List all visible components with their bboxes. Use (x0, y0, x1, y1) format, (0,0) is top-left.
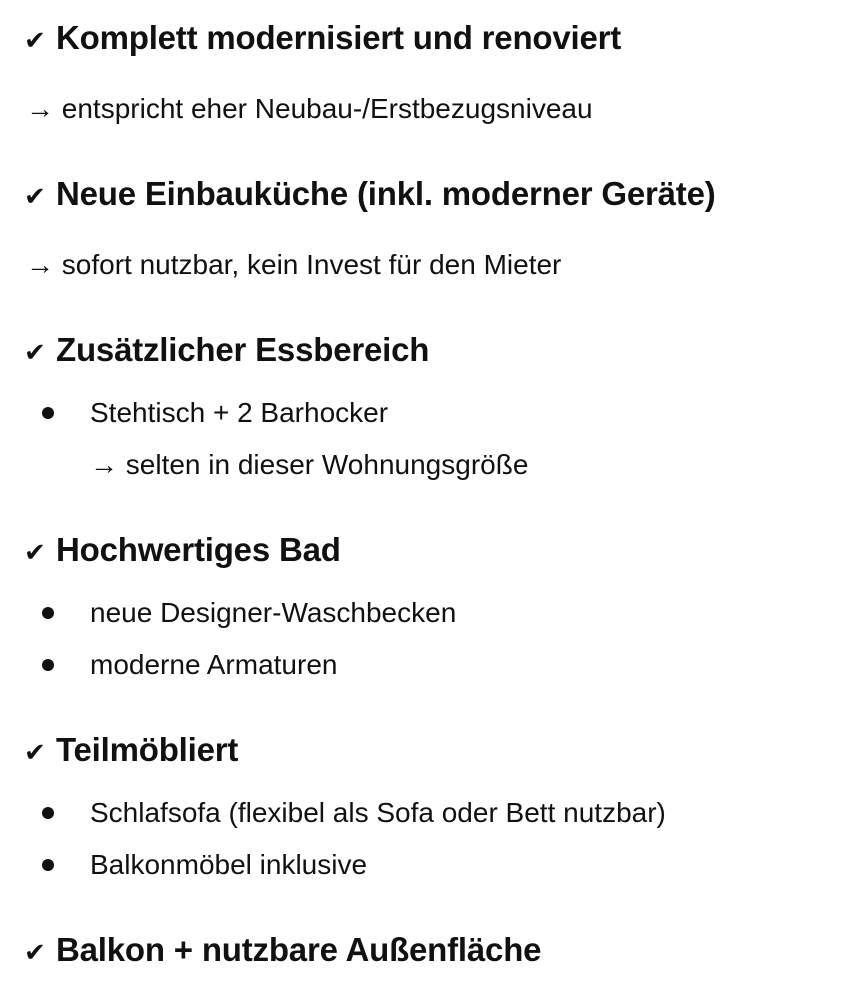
section-title (24, 530, 341, 572)
list-item: Balkonmöbel inklusive (90, 849, 368, 880)
section-title (24, 930, 541, 972)
section-title (24, 730, 238, 772)
list-item: Schlafsofa (flexibel als Sofa oder Bett nutzbar) (90, 797, 666, 828)
checkmark-icon: ✔ (24, 337, 46, 367)
list-item: moderne Armaturen (90, 649, 338, 680)
section-note: → entspricht eher Neubau-/Erstbezugsniveau (26, 93, 593, 124)
checkmark-icon: ✔ (24, 25, 46, 55)
bullet-icon (42, 659, 54, 671)
section-title-text: Neue Einbauküche (inkl. moderner Geräte) (56, 175, 716, 212)
section-title-text: Hochwertiges Bad (56, 531, 341, 568)
section-title (24, 330, 429, 372)
checkmark-icon: ✔ (24, 737, 46, 767)
bullet-icon (42, 407, 54, 419)
section-title-text: Zusätzlicher Essbereich (56, 331, 430, 368)
bullet-icon (42, 859, 54, 871)
checkmark-icon: ✔ (24, 181, 46, 211)
section-title-text: Teilmöbliert (56, 731, 239, 768)
list-item-note: → selten in dieser Wohnungsgröße (90, 449, 529, 480)
checkmark-icon: ✔ (24, 537, 46, 567)
checkmark-icon: ✔ (24, 937, 46, 967)
bullet-icon (42, 807, 54, 819)
list-item: Stehtisch + 2 Barhocker (90, 397, 389, 428)
section-title (24, 174, 716, 216)
section-title (24, 18, 621, 60)
bullet-icon (42, 607, 54, 619)
section-note: → sofort nutzbar, kein Invest für den Mieter (26, 249, 562, 280)
section-title-text: Komplett modernisiert und renoviert (56, 19, 622, 56)
list-item: neue Designer-Waschbecken (90, 597, 457, 628)
section-title-text: Balkon + nutzbare Außenfläche (56, 931, 542, 968)
